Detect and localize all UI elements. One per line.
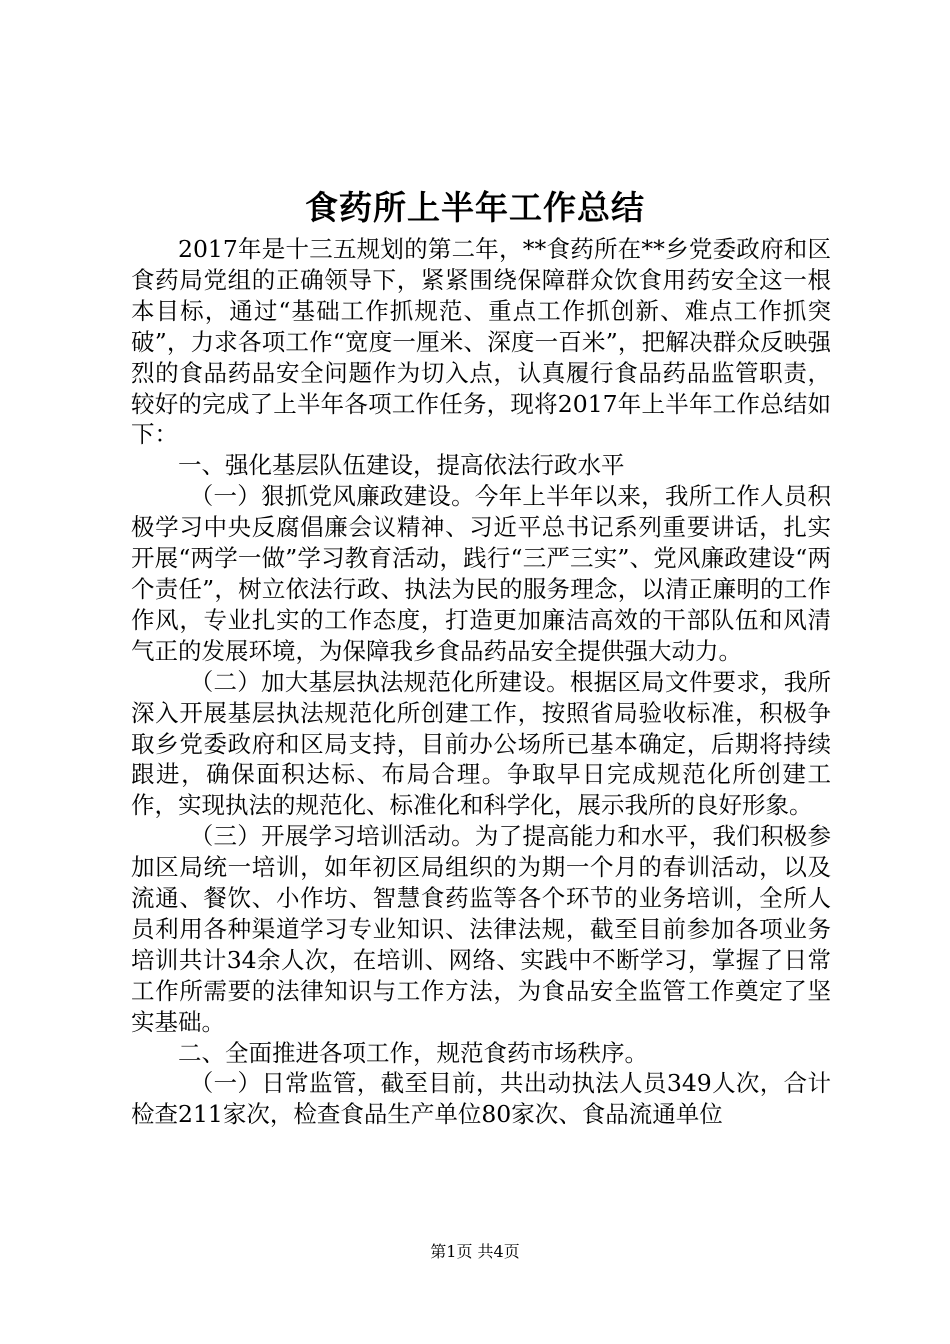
section-heading-1: 一、强化基层队伍建设，提高依法行政水平: [178, 451, 625, 480]
paragraph-1-3: （三）开展学习培训活动。为了提高能力和水平，我们积极参加区局统一培训，如年初区局组织的为期一个月的春训活动，以及流通、餐饮、小作坊、智慧食药监等各个环节的业务培训，全所人员利用各种渠道学习专业知识、法律法规，截至目前参加各项业务培训共计34余人次，在培训、网络、实践中不断学习，掌握了日常工作所需要的法律知识与工作方法，为食品安全监管工作奠定了坚实基础。: [131, 822, 831, 1036]
page-footer: 第1页 共4页: [430, 1242, 520, 1261]
paragraph-1-1: （一）狠抓党风廉政建设。今年上半年以来，我所工作人员积极学习中央反腐倡廉会议精神、习近平总书记系列重要讲话，扎实开展“两学一做”学习教育活动，践行“三严三实”、党风廉政建设“两个责任”，树立依法行政、执法为民的服务理念，以清正廉明的工作作风，专业扎实的工作态度，打造更加廉洁高效的干部队伍和风清气正的发展环境，为保障我乡食品药品安全提供强大动力。: [131, 482, 831, 665]
paragraph-2-1: （一）日常监管，截至目前，共出动执法人员349人次，合计检查211家次，检查食品生产单位80家次、食品流通单位: [131, 1069, 831, 1129]
section-heading-2: 二、全面推进各项工作，规范食药市场秩序。: [178, 1038, 648, 1067]
paragraph-1-2: （二）加大基层执法规范化所建设。根据区局文件要求，我所深入开展基层执法规范化所创建工作，按照省局验收标准，积极争取乡党委政府和区局支持，目前办公场所已基本确定，后期将持续跟进，确保面积达标、布局合理。争取早日完成规范化所创建工作，实现执法的规范化、标准化和科学化，展示我所的良好形象。: [131, 667, 831, 820]
document-title: 食药所上半年工作总结: [305, 188, 645, 227]
paragraph-intro: 2017年是十三五规划的第二年，**食药所在**乡党委政府和区食药局党组的正确领导下，紧紧围绕保障群众饮食用药安全这一根本目标，通过“基础工作抓规范、重点工作抓创新、难点工作抓突破”，力求各项工作“宽度一厘米、深度一百米”，把解决群众反映强烈的食品药品安全问题作为切入点，认真履行食品药品监管职责，较好的完成了上半年各项工作任务，现将2017年上半年工作总结如下：: [131, 235, 831, 449]
document-body: [131, 234, 831, 1130]
